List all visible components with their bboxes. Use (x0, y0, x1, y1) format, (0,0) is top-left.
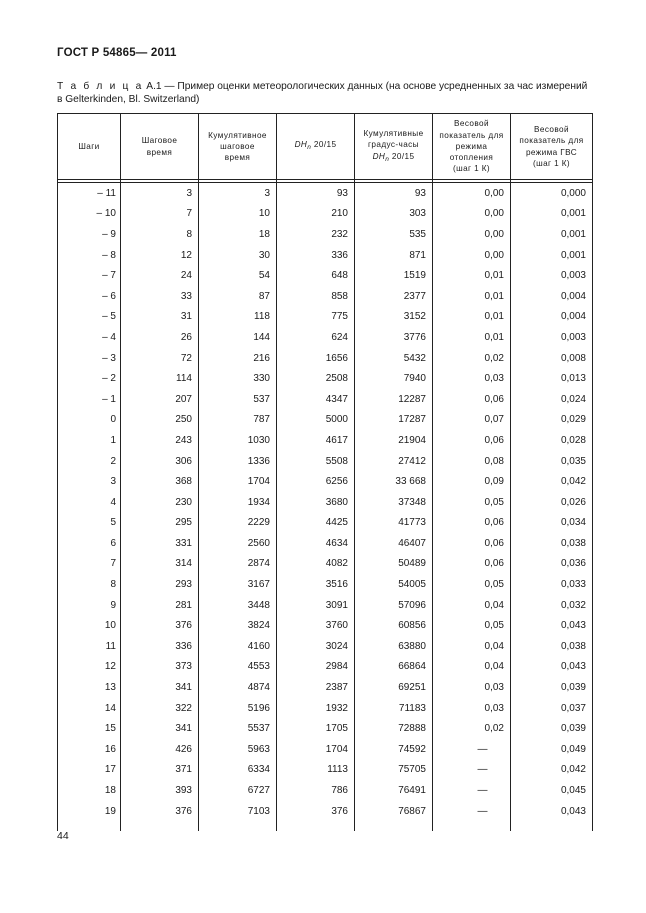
cell-cumulative-degree-hours: 21904 (355, 430, 433, 451)
cell-step: 19 (58, 801, 121, 822)
cell-step-time: 306 (121, 451, 199, 472)
cell-cumulative-step-time: 4160 (199, 636, 277, 657)
cell-cumulative-degree-hours: 871 (355, 245, 433, 266)
table-row (58, 245, 593, 266)
cell-weight-heating: 0,00 (433, 224, 511, 245)
cell-weight-heating: 0,04 (433, 595, 511, 616)
cell-weight-heating: — (433, 760, 511, 781)
cell-cumulative-degree-hours: 66864 (355, 657, 433, 678)
cell-step-time: 12 (121, 245, 199, 266)
cell-degree-hours: 4082 (277, 554, 355, 575)
cell-cumulative-degree-hours: 5432 (355, 348, 433, 369)
cell-weight-heating: 0,02 (433, 718, 511, 739)
cell-step-time: 207 (121, 389, 199, 410)
cell-weight-heating: 0,04 (433, 636, 511, 657)
cell-weight-dhw: 0,032 (511, 595, 593, 616)
cell-degree-hours: 4347 (277, 389, 355, 410)
cell-step: 0 (58, 410, 121, 431)
table-row (58, 430, 593, 451)
cell-step: – 8 (58, 245, 121, 266)
cell-cumulative-degree-hours: 41773 (355, 513, 433, 534)
cell-degree-hours: 3680 (277, 492, 355, 513)
cell-weight-heating: 0,06 (433, 533, 511, 554)
weather-data-table (57, 113, 593, 831)
cell-step: – 3 (58, 348, 121, 369)
cell-step: 15 (58, 718, 121, 739)
table-row (58, 410, 593, 431)
table-row (58, 471, 593, 492)
cell-step-time: 114 (121, 368, 199, 389)
cell-cumulative-degree-hours: 75705 (355, 760, 433, 781)
document-header: ГОСТ Р 54865— 2011 (57, 47, 177, 59)
header-cumulative-step-time: Кумулятивное шаговое время (199, 114, 277, 180)
cell-degree-hours: 210 (277, 204, 355, 225)
cell-degree-hours: 3516 (277, 574, 355, 595)
cell-degree-hours: 232 (277, 224, 355, 245)
cell-weight-heating: 0,06 (433, 389, 511, 410)
cell-weight-heating: 0,02 (433, 348, 511, 369)
cell-weight-dhw: 0,035 (511, 451, 593, 472)
cell-step: – 4 (58, 327, 121, 348)
cell-step-time: 341 (121, 718, 199, 739)
cell-cumulative-degree-hours: 63880 (355, 636, 433, 657)
cell-cumulative-degree-hours: 93 (355, 183, 433, 204)
cell-cumulative-degree-hours: 72888 (355, 718, 433, 739)
cell-degree-hours: 648 (277, 265, 355, 286)
table-row (58, 183, 593, 204)
cell-weight-heating: 0,00 (433, 183, 511, 204)
cell-cumulative-step-time: 3824 (199, 615, 277, 636)
table-row (58, 718, 593, 739)
cell-cumulative-degree-hours: 76491 (355, 780, 433, 801)
cell-degree-hours: 624 (277, 327, 355, 348)
cell-step: – 6 (58, 286, 121, 307)
cell-step-time: 243 (121, 430, 199, 451)
cell-weight-heating: 0,06 (433, 430, 511, 451)
cell-step: 11 (58, 636, 121, 657)
cell-cumulative-step-time: 18 (199, 224, 277, 245)
page-number: 44 (57, 830, 69, 842)
cell-cumulative-degree-hours: 74592 (355, 739, 433, 760)
cell-cumulative-step-time: 118 (199, 307, 277, 328)
cell-step: – 7 (58, 265, 121, 286)
cell-degree-hours: 5000 (277, 410, 355, 431)
cell-degree-hours: 4617 (277, 430, 355, 451)
cell-degree-hours: 3091 (277, 595, 355, 616)
cell-degree-hours: 3024 (277, 636, 355, 657)
table-row (58, 533, 593, 554)
cell-cumulative-step-time: 6334 (199, 760, 277, 781)
cell-weight-dhw: 0,039 (511, 677, 593, 698)
cell-weight-heating: 0,00 (433, 204, 511, 225)
cell-degree-hours: 4634 (277, 533, 355, 554)
cell-weight-heating: 0,05 (433, 574, 511, 595)
cell-step: 12 (58, 657, 121, 678)
table-row (58, 224, 593, 245)
cell-step: – 9 (58, 224, 121, 245)
cell-weight-dhw: 0,001 (511, 204, 593, 225)
cell-step-time: 8 (121, 224, 199, 245)
cell-step-time: 7 (121, 204, 199, 225)
table-row (58, 307, 593, 328)
cell-cumulative-step-time: 144 (199, 327, 277, 348)
cell-cumulative-degree-hours: 37348 (355, 492, 433, 513)
cell-step-time: 368 (121, 471, 199, 492)
header-weight-dhw: Весовой показатель для режима ГВС (шаг 1 К) (511, 114, 593, 180)
cell-weight-dhw: 0,008 (511, 348, 593, 369)
cell-degree-hours: 6256 (277, 471, 355, 492)
cell-weight-heating: 0,07 (433, 410, 511, 431)
cell-cumulative-step-time: 4553 (199, 657, 277, 678)
cell-weight-heating: 0,01 (433, 265, 511, 286)
cell-weight-heating: 0,03 (433, 368, 511, 389)
cell-weight-dhw: 0,037 (511, 698, 593, 719)
cell-step: – 5 (58, 307, 121, 328)
cell-step-time: 371 (121, 760, 199, 781)
table-row (58, 698, 593, 719)
table-row (58, 286, 593, 307)
table-caption (57, 80, 593, 106)
cell-step: 9 (58, 595, 121, 616)
cell-cumulative-step-time: 1336 (199, 451, 277, 472)
cell-degree-hours: 786 (277, 780, 355, 801)
cell-cumulative-degree-hours: 27412 (355, 451, 433, 472)
cell-weight-dhw: 0,042 (511, 760, 593, 781)
cell-step-time: 331 (121, 533, 199, 554)
header-weight-heating: Весовой показатель для режима отопления (шаг 1 К) (433, 114, 511, 180)
cell-weight-dhw: 0,026 (511, 492, 593, 513)
cell-weight-heating: 0,03 (433, 698, 511, 719)
table-row (58, 389, 593, 410)
cell-cumulative-step-time: 3448 (199, 595, 277, 616)
table-row (58, 513, 593, 534)
cell-step-time: 426 (121, 739, 199, 760)
caption-prefix: Т а б л и ц а (57, 81, 144, 92)
cell-cumulative-step-time: 1704 (199, 471, 277, 492)
cell-cumulative-step-time: 216 (199, 348, 277, 369)
cell-cumulative-step-time: 1030 (199, 430, 277, 451)
cell-degree-hours: 336 (277, 245, 355, 266)
cell-cumulative-degree-hours: 54005 (355, 574, 433, 595)
table-continuation-row (58, 821, 593, 831)
cell-weight-dhw: 0,013 (511, 368, 593, 389)
cell-step-time: 31 (121, 307, 199, 328)
cell-degree-hours: 3760 (277, 615, 355, 636)
cell-weight-heating: 0,01 (433, 307, 511, 328)
cell-weight-heating: 0,06 (433, 554, 511, 575)
cell-degree-hours: 1705 (277, 718, 355, 739)
cell-weight-dhw: 0,003 (511, 327, 593, 348)
cell-cumulative-degree-hours: 3776 (355, 327, 433, 348)
cell-weight-dhw: 0,049 (511, 739, 593, 760)
cell-degree-hours: 1704 (277, 739, 355, 760)
cell-step: – 2 (58, 368, 121, 389)
cell-step-time: 336 (121, 636, 199, 657)
cell-weight-dhw: 0,003 (511, 265, 593, 286)
cell-degree-hours: 858 (277, 286, 355, 307)
cell-cumulative-step-time: 30 (199, 245, 277, 266)
cell-weight-dhw: 0,039 (511, 718, 593, 739)
table-header-row (58, 114, 593, 180)
cell-cumulative-degree-hours: 12287 (355, 389, 433, 410)
cell-weight-heating: — (433, 780, 511, 801)
header-cumulative-degree-hours: Кумулятивные градус-часы $DH_n$ 20/15 (355, 114, 433, 180)
cell-degree-hours: 1113 (277, 760, 355, 781)
cell-cumulative-step-time: 5196 (199, 698, 277, 719)
cell-cumulative-degree-hours: 50489 (355, 554, 433, 575)
cell-degree-hours: 1932 (277, 698, 355, 719)
cell-cumulative-degree-hours: 2377 (355, 286, 433, 307)
cell-cumulative-step-time: 6727 (199, 780, 277, 801)
cell-step-time: 26 (121, 327, 199, 348)
cell-weight-dhw: 0,028 (511, 430, 593, 451)
cell-cumulative-degree-hours: 1519 (355, 265, 433, 286)
cell-cumulative-degree-hours: 7940 (355, 368, 433, 389)
cell-degree-hours: 2984 (277, 657, 355, 678)
cell-weight-heating: 0,04 (433, 657, 511, 678)
cell-step-time: 393 (121, 780, 199, 801)
cell-cumulative-degree-hours: 60856 (355, 615, 433, 636)
cell-step-time: 250 (121, 410, 199, 431)
cell-step-time: 314 (121, 554, 199, 575)
cell-cumulative-degree-hours: 17287 (355, 410, 433, 431)
cell-step: 14 (58, 698, 121, 719)
cell-degree-hours: 5508 (277, 451, 355, 472)
cell-cumulative-degree-hours: 57096 (355, 595, 433, 616)
cell-cumulative-step-time: 87 (199, 286, 277, 307)
table-row (58, 348, 593, 369)
cell-weight-heating: 0,01 (433, 327, 511, 348)
cell-step: 4 (58, 492, 121, 513)
cell-step-time: 293 (121, 574, 199, 595)
cell-step: 6 (58, 533, 121, 554)
cell-cumulative-step-time: 2874 (199, 554, 277, 575)
table-row (58, 554, 593, 575)
cell-step-time: 376 (121, 801, 199, 822)
cell-cumulative-degree-hours: 303 (355, 204, 433, 225)
cell-step-time: 3 (121, 183, 199, 204)
table-row (58, 204, 593, 225)
cell-weight-dhw: 0,033 (511, 574, 593, 595)
cell-cumulative-step-time: 54 (199, 265, 277, 286)
cell-cumulative-step-time: 2560 (199, 533, 277, 554)
cell-cumulative-step-time: 7103 (199, 801, 277, 822)
cell-weight-dhw: 0,043 (511, 615, 593, 636)
cell-cumulative-degree-hours: 46407 (355, 533, 433, 554)
cell-weight-heating: 0,05 (433, 615, 511, 636)
cell-step: 16 (58, 739, 121, 760)
cell-weight-dhw: 0,043 (511, 657, 593, 678)
cell-cumulative-degree-hours: 33 668 (355, 471, 433, 492)
cell-weight-heating: 0,09 (433, 471, 511, 492)
cell-step: 1 (58, 430, 121, 451)
cell-step-time: 341 (121, 677, 199, 698)
cell-cumulative-step-time: 3167 (199, 574, 277, 595)
table-row (58, 492, 593, 513)
cell-cumulative-degree-hours: 69251 (355, 677, 433, 698)
cell-step: 5 (58, 513, 121, 534)
cell-weight-dhw: 0,034 (511, 513, 593, 534)
table-row (58, 265, 593, 286)
cell-weight-dhw: 0,045 (511, 780, 593, 801)
cell-degree-hours: 376 (277, 801, 355, 822)
cell-cumulative-step-time: 10 (199, 204, 277, 225)
cell-cumulative-step-time: 537 (199, 389, 277, 410)
cell-cumulative-step-time: 330 (199, 368, 277, 389)
header-steps: Шаги (58, 114, 121, 180)
table-row (58, 636, 593, 657)
cell-step: 13 (58, 677, 121, 698)
table-body (58, 180, 593, 832)
cell-step: 8 (58, 574, 121, 595)
cell-degree-hours: 775 (277, 307, 355, 328)
cell-cumulative-step-time: 1934 (199, 492, 277, 513)
cell-cumulative-step-time: 2229 (199, 513, 277, 534)
cell-weight-dhw: 0,038 (511, 636, 593, 657)
cell-degree-hours: 2387 (277, 677, 355, 698)
cell-weight-dhw: 0,029 (511, 410, 593, 431)
cell-cumulative-degree-hours: 71183 (355, 698, 433, 719)
cell-weight-heating: 0,01 (433, 286, 511, 307)
cell-step: 17 (58, 760, 121, 781)
table-row (58, 801, 593, 822)
cell-step-time: 376 (121, 615, 199, 636)
cell-weight-heating: 0,08 (433, 451, 511, 472)
header-degree-hours: $DH_n$ 20/15 (277, 114, 355, 180)
cell-cumulative-step-time: 3 (199, 183, 277, 204)
table-row (58, 615, 593, 636)
table-row (58, 760, 593, 781)
cell-step-time: 373 (121, 657, 199, 678)
cell-degree-hours: 2508 (277, 368, 355, 389)
cell-degree-hours: 4425 (277, 513, 355, 534)
cell-weight-dhw: 0,042 (511, 471, 593, 492)
cell-degree-hours: 93 (277, 183, 355, 204)
table-row (58, 574, 593, 595)
cell-degree-hours: 1656 (277, 348, 355, 369)
table-row (58, 677, 593, 698)
cell-weight-heating: 0,05 (433, 492, 511, 513)
cell-cumulative-step-time: 4874 (199, 677, 277, 698)
cell-step: – 11 (58, 183, 121, 204)
table-row (58, 327, 593, 348)
cell-step: 10 (58, 615, 121, 636)
cell-step: 7 (58, 554, 121, 575)
cell-step-time: 72 (121, 348, 199, 369)
cell-step: – 1 (58, 389, 121, 410)
table-row (58, 368, 593, 389)
cell-cumulative-degree-hours: 76867 (355, 801, 433, 822)
table-row (58, 451, 593, 472)
cell-step-time: 230 (121, 492, 199, 513)
table-row (58, 780, 593, 801)
cell-weight-dhw: 0,038 (511, 533, 593, 554)
cell-weight-dhw: 0,000 (511, 183, 593, 204)
cell-cumulative-degree-hours: 535 (355, 224, 433, 245)
cell-step-time: 33 (121, 286, 199, 307)
table-row (58, 595, 593, 616)
cell-weight-heating: 0,03 (433, 677, 511, 698)
cell-weight-dhw: 0,024 (511, 389, 593, 410)
cell-weight-dhw: 0,001 (511, 224, 593, 245)
cell-weight-heating: 0,06 (433, 513, 511, 534)
caption-text: А.1 — Пример оценки метеорологических данных (на основе усредненных за час измерений в Gelterkinden, Bl. Switzerland) (57, 81, 588, 105)
cell-weight-dhw: 0,036 (511, 554, 593, 575)
cell-step: 3 (58, 471, 121, 492)
cell-weight-dhw: 0,004 (511, 307, 593, 328)
header-step-time: Шаговое время (121, 114, 199, 180)
cell-step: 2 (58, 451, 121, 472)
cell-weight-heating: — (433, 739, 511, 760)
cell-step-time: 281 (121, 595, 199, 616)
cell-cumulative-degree-hours: 3152 (355, 307, 433, 328)
cell-step-time: 24 (121, 265, 199, 286)
cell-weight-dhw: 0,001 (511, 245, 593, 266)
cell-step: – 10 (58, 204, 121, 225)
cell-weight-dhw: 0,043 (511, 801, 593, 822)
cell-step-time: 322 (121, 698, 199, 719)
cell-weight-heating: — (433, 801, 511, 822)
cell-step: 18 (58, 780, 121, 801)
cell-cumulative-step-time: 5963 (199, 739, 277, 760)
cell-cumulative-step-time: 5537 (199, 718, 277, 739)
cell-cumulative-step-time: 787 (199, 410, 277, 431)
cell-weight-dhw: 0,004 (511, 286, 593, 307)
cell-weight-heating: 0,00 (433, 245, 511, 266)
cell-step-time: 295 (121, 513, 199, 534)
table-row (58, 657, 593, 678)
table-row (58, 739, 593, 760)
